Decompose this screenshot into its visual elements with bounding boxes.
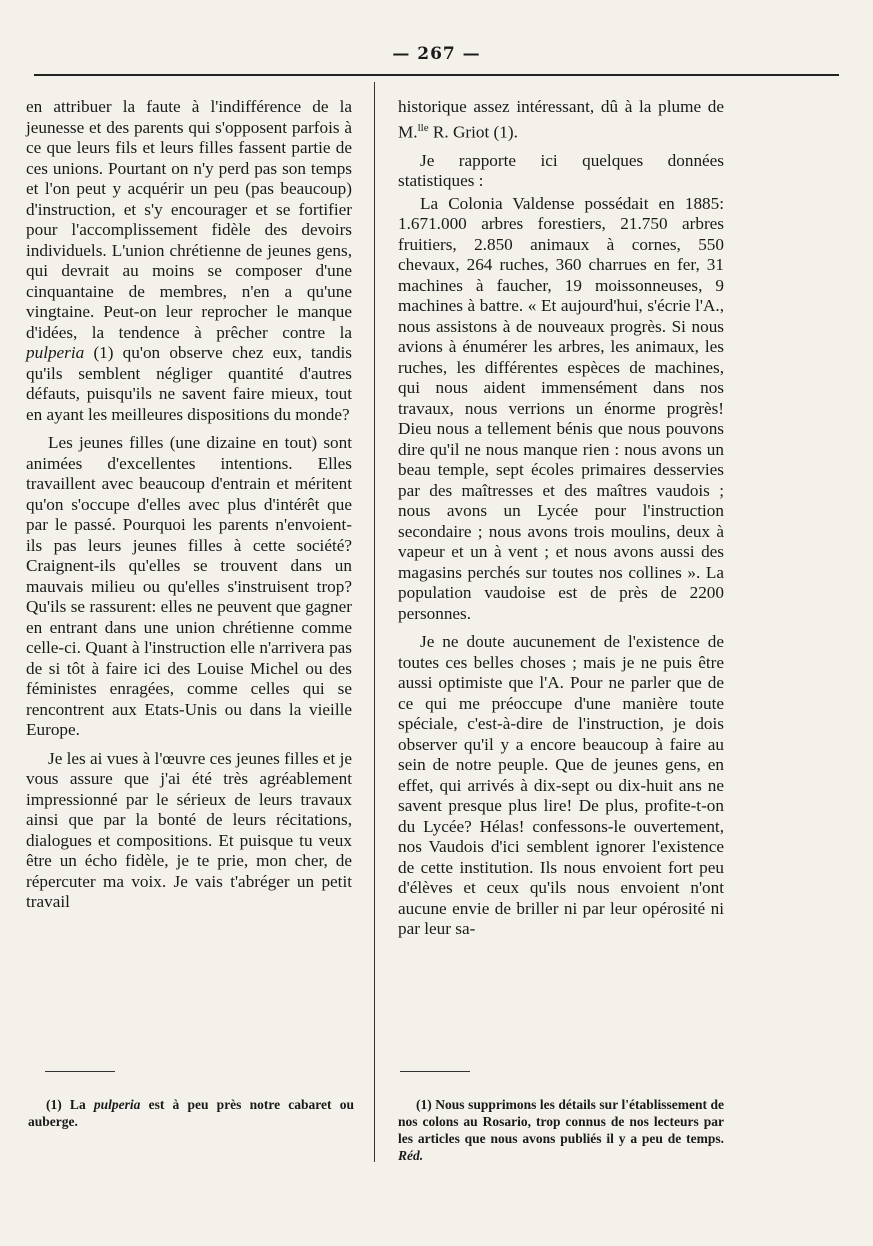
footnote-left <box>28 1096 354 1130</box>
footnote-left-term: pulperia <box>93 1097 141 1112</box>
header-rule <box>34 74 839 76</box>
editor-signature: Réd. <box>398 1148 424 1163</box>
footnote-rule-left <box>45 1071 115 1072</box>
footnote-right-text: (1) Nous supprimons les détails sur l'établissement de nos colons au Rosario, trop connus de nos lecteurs par les articles que nous avons publiés il y a peu de temps. <box>398 1097 724 1146</box>
right-paragraph-4: Je ne doute aucunement de l'existence de toutes ces belles choses ; mais je ne puis être aussi optimiste que l'A. Pour ne parler que de ce qui me préoccupe d'une manière toute spéciale, c'est-à-dire de l'instruction, je dois observer qu'il y a encore beaucoup à faire au sein de notre peuple. Que de jeunes gens, en effet, qui arrivés à dix-sept ou dix-huit ans ne savent presque plus lire! De plus, profite-t-on du Lycée? Hélas! confessons-le ouvertement, nos Vaudois d'ici semblent ignorer l'existence de cette institution. Ils nous envoient fort peu d'élèves et ceux qu'ils nous envoient n'ont aucune envie de briller ni par leur opérosité ni par leur sa- <box>398 632 724 939</box>
left-paragraph-1-end: qu'on observe chez eux, tandis qu'ils semblent négliger quantité d'autres défauts, puisqu'ils ne savent faire mieux, tout en ayant les meilleures dispositions du monde? <box>26 343 352 424</box>
right-paragraph-1-end: R. Griot (1). <box>428 122 518 142</box>
left-paragraph-3: Je les ai vues à l'œuvre ces jeunes filles et je vous assure que j'ai été très agréablement impressionné par le sérieux de leurs travaux ainsi que par la bonté de leurs récitations, dialogues et compositions. Et puisque tu veux être un écho fidèle, je te prie, mon cher, de répercuter ma voix. Je vais t'abréger un petit travail <box>26 748 352 911</box>
pulperia-term: pulperia <box>26 343 85 362</box>
footnote-left-mark: (1) La <box>46 1097 94 1112</box>
left-paragraph-1-text: en attribuer la faute à l'indifférence de la jeunesse et des parents qui s'opposent parfois à ce que leurs fils et leurs filles fassent partie de ces unions. Pourtant on n'y perd pas son temps et l'on peut y acquérir un peu (pas beaucoup) d'instruction, et s'y encourager et se fortifier pour l'accomplissement fidèle des devoirs individuels. L'union chrétienne de jeunes gens, qui devrait au moins se composer d'une cinquantaine de membres, n'en a qu'une vingtaine. Peut-on leur reprocher le manque d'idées, la tendence à prêcher contre la <box>26 97 352 342</box>
mademoiselle-abbrev: lle <box>417 121 429 134</box>
footnote-rule-right <box>400 1071 470 1072</box>
column-divider <box>374 82 375 1162</box>
left-column <box>26 97 352 913</box>
right-column <box>398 97 724 940</box>
left-paragraph-2: Les jeunes filles (une dizaine en tout) sont animées d'excellentes intentions. Elles travaillent avec beaucoup d'entrain et méritent qu'on s'occupe d'elles avec plus d'intérêt que par le passé. Pourquoi les parents n'envoient-ils pas leurs jeunes filles à cette société? Craignent-ils qu'elles se trouvent dans un mauvais milieu ou qu'elles s'instruisent trop? Qu'ils se rassurent: elles ne peuvent que gagner en entrant dans une union chrétienne comme celle-ci. Quant à l'instruction elle n'arrivera pas de si tôt à faire ici des Louise Michel ou des féministes enragées, comme celles qui se rencontrent aux Etats-Unis ou dans la vieille Europe. <box>26 433 352 739</box>
right-paragraph-1-text: historique assez intéressant, dû à la plume de M. <box>398 97 724 142</box>
footnote-right <box>398 1096 724 1164</box>
left-paragraph-1 <box>26 97 352 425</box>
right-paragraph-1 <box>398 97 724 143</box>
right-paragraph-2: Je rapporte ici quelques données statistiques : <box>398 150 724 191</box>
right-paragraph-3: La Colonia Valdense possédait en 1885: 1.671.000 arbres forestiers, 21.750 arbres fruitiers, 2.850 animaux à cornes, 550 chevaux, 264 ruches, 360 charrues en fer, 31 machines à faucher, 19 moissonneuses, 9 machines à battre. « Et aujourd'hui, s'écrie l'A., nous assistons à de nouveaux progrès. Si nous avions à énumérer les arbres, les animaux, les ruches, les différentes espèces de machines, qui nous aident immensément dans nos travaux, nous verrions un énorme progrès! Dieu nous a tellement bénis que nous pouvons dire qu'il ne nous manque rien : nous avons un beau temple, sept écoles primaires desservies par des maîtresses et des maîtres vaudois ; nous avons un Lycée pour l'instruction secondaire ; nous avons trois moulins, deux à vapeur et un à vent ; et nous avons aussi des magasins perchés sur toutes nos collines ». La population vaudoise est de près de 2200 personnes. <box>398 193 724 623</box>
footnote-left-text: est à peu près notre cabaret ou auberge. <box>28 1097 354 1129</box>
page-number: — 267 — <box>392 44 481 64</box>
footnote-ref: (1) <box>84 343 123 362</box>
